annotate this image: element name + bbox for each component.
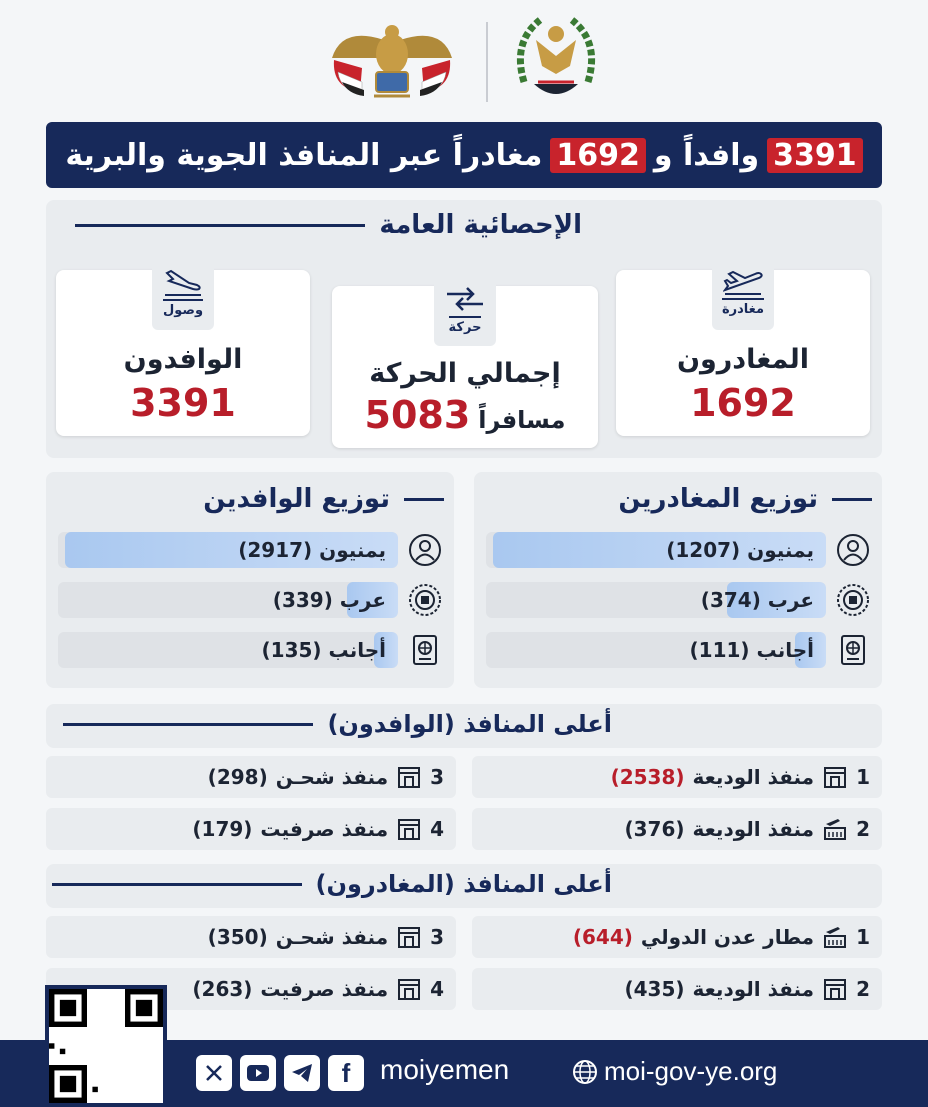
arrivals-card-title: الوافدون [123,344,243,375]
port-name: منفذ شحـن [275,925,389,949]
movement-icon [443,284,487,314]
distribution-bar [58,632,398,668]
total-movement-card [332,286,598,448]
qr-code-pattern [49,989,163,1103]
social-icons [196,1055,364,1091]
departures-distribution-list [486,532,870,668]
port-name: مطار عدن الدولي [640,925,815,949]
person-icon [836,533,870,567]
departures-distribution-section [474,472,882,688]
ministry-of-interior-emblem [514,12,598,104]
arrivals-card [56,270,310,436]
social-handle[interactable]: moiyemen [380,1054,510,1085]
arrivals-word: وافداً و [653,137,760,173]
departures-icon-label: مغادرة [722,298,764,317]
top-departure-ports-title: أعلى المنافذ (المغادرون) [315,870,612,898]
departures-card-icon-box [712,256,774,330]
port-rank: 1 [856,765,870,789]
distribution-bar [486,532,826,568]
heading-rule [63,723,313,726]
gate-icon [822,764,848,790]
gate-icon [396,816,422,842]
port-rank: 3 [430,765,444,789]
port-count: (376) [624,817,685,841]
distribution-bar [58,532,398,568]
airport-icon [822,924,848,950]
port-rank: 4 [430,977,444,1001]
departures-distribution-title: توزيع المغادرين [618,484,818,514]
top-departure-ports-heading-bar [46,864,882,908]
plane-arrival-icon [163,269,203,297]
distribution-bar [486,582,826,618]
gate-icon [396,924,422,950]
arrivals-card-value: 3391 [130,381,236,425]
distribution-row [58,582,442,618]
yemen-eagle-emblem [322,18,462,104]
distribution-bar [486,632,826,668]
movement-icon-label: حركة [449,316,482,335]
port-row [472,916,882,958]
port-rank: 1 [856,925,870,949]
distribution-row [486,532,870,568]
movement-value-row [332,393,598,437]
youtube-icon[interactable] [240,1055,276,1091]
movement-card-title: إجمالي الحركة [369,358,561,389]
port-row [46,756,456,798]
port-row [472,968,882,1010]
port-name: منفذ صرفيت [260,977,389,1001]
telegram-icon[interactable] [284,1055,320,1091]
arrivals-count-chip: 3391 [767,138,863,173]
port-rank: 2 [856,977,870,1001]
movement-card-icon-box [434,272,496,346]
heading-rule [52,883,302,886]
general-stats-heading [46,210,882,240]
distribution-bar [58,582,398,618]
port-rank: 3 [430,925,444,949]
departures-count-chip: 1692 [550,138,646,173]
general-stats-title: الإحصائية العامة [379,210,582,240]
arrivals-distribution-list [58,532,442,668]
arrivals-distribution-section [46,472,454,688]
distribution-row [486,632,870,668]
general-stats-section [46,200,882,458]
arab-emblem-icon [836,583,870,617]
port-count: (644) [572,925,633,949]
distribution-label: يمنيون (2917) [238,538,386,562]
port-name: منفذ صرفيت [260,817,389,841]
distribution-row [58,632,442,668]
banner-rest-text: مغادراً عبر المنافذ الجوية والبرية [65,137,543,173]
departures-card-value: 1692 [690,381,796,425]
passport-icon [408,633,442,667]
distribution-label: عرب (339) [272,588,386,612]
person-icon [408,533,442,567]
arrivals-distribution-heading [46,484,454,514]
facebook-icon[interactable]: f [328,1055,364,1091]
distribution-label: أجانب (111) [689,638,814,662]
port-count: (263) [192,977,253,1001]
distribution-label: أجانب (135) [261,638,386,662]
port-row [46,808,456,850]
arab-emblem-icon [408,583,442,617]
port-count: (2538) [610,765,685,789]
port-row [472,756,882,798]
port-name: منفذ شحـن [275,765,389,789]
website-link[interactable] [572,1056,777,1087]
passport-icon [836,633,870,667]
gate-icon [396,976,422,1002]
airport-icon [822,816,848,842]
port-row [46,916,456,958]
gate-icon [822,976,848,1002]
logo-divider [486,22,488,102]
distribution-label: عرب (374) [700,588,814,612]
departures-distribution-heading [474,484,882,514]
globe-icon [572,1059,598,1085]
title-banner [46,122,882,188]
departures-card-title: المغادرون [676,344,810,375]
departures-card [616,270,870,436]
arrivals-icon-label: وصول [163,299,203,318]
port-count: (350) [207,925,268,949]
top-arrival-ports-title: أعلى المنافذ (الوافدون) [327,710,612,738]
movement-suffix: مسافراً [478,406,566,434]
distribution-label: يمنيون (1207) [666,538,814,562]
port-count: (298) [207,765,268,789]
qr-code[interactable] [45,985,167,1107]
port-name: منفذ الوديعة [692,817,815,841]
heading-rule [832,498,872,501]
port-rank: 4 [430,817,444,841]
website-url: moi-gov-ye.org [604,1056,778,1086]
port-name: منفذ الوديعة [692,765,815,789]
distribution-row [58,532,442,568]
heading-rule [75,224,365,227]
x-icon[interactable] [196,1055,232,1091]
port-row [472,808,882,850]
plane-departure-icon [723,270,763,296]
top-arrival-ports-heading-bar [46,704,882,748]
port-rank: 2 [856,817,870,841]
port-count: (179) [192,817,253,841]
port-name: منفذ الوديعة [692,977,815,1001]
port-count: (435) [624,977,685,1001]
top-departure-ports-heading [46,870,882,898]
movement-card-value: 5083 [364,393,471,437]
gate-icon [396,764,422,790]
heading-rule [404,498,444,501]
distribution-row [486,582,870,618]
arrivals-card-icon-box [152,256,214,330]
top-arrival-ports-heading [46,710,882,738]
arrivals-distribution-title: توزيع الوافدين [203,484,390,514]
